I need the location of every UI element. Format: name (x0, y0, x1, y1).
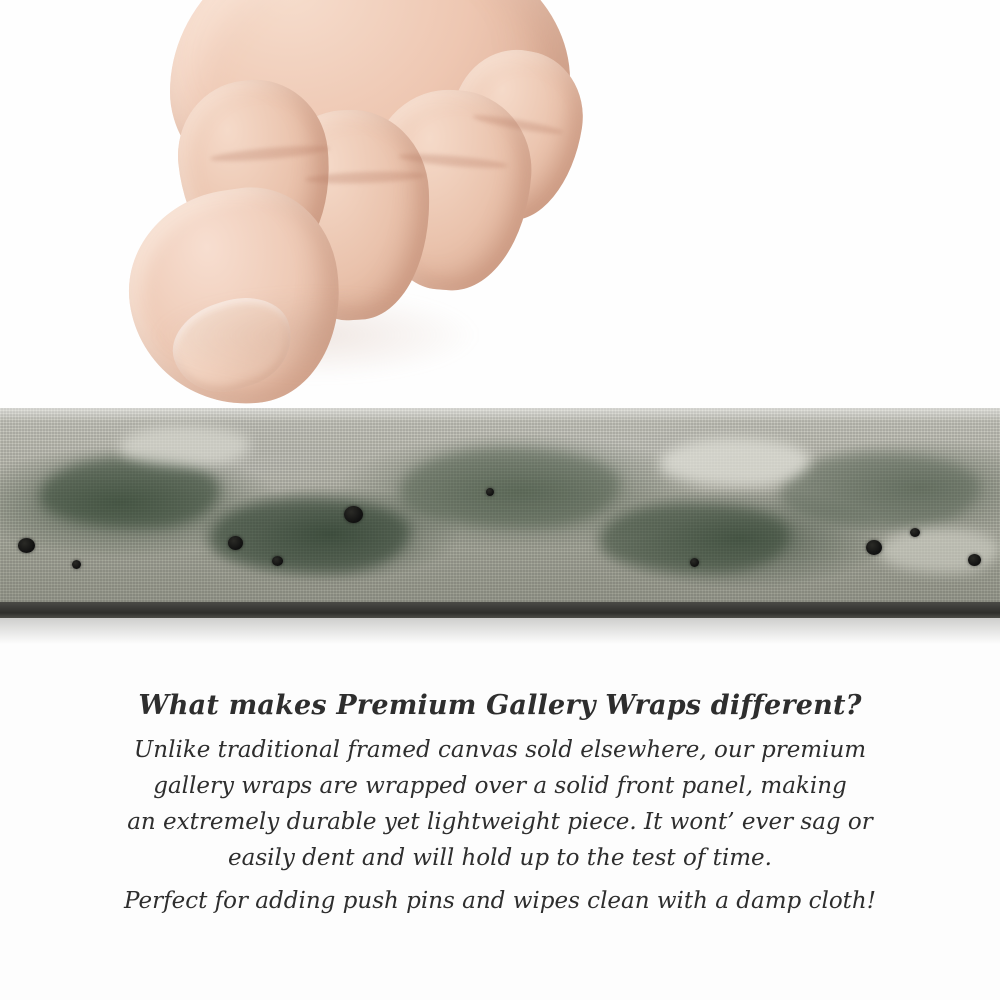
caption-line-1: Unlike traditional framed canvas sold elsewhere, our premium (133, 737, 867, 763)
canvas-top-highlight (0, 408, 1000, 422)
paint-splash (210, 498, 410, 573)
hand-shadow (150, 290, 480, 380)
canvas-speck (72, 560, 81, 569)
paint-highlight (880, 528, 1000, 573)
hand-illustration (120, 0, 590, 408)
canvas-speck (968, 554, 981, 566)
canvas-speck (690, 558, 699, 567)
wrapped-side-edge (0, 602, 1000, 618)
caption-block (0, 690, 1000, 919)
caption-line-2: gallery wraps are wrapped over a solid front panel, making (153, 773, 847, 799)
canvas-speck (344, 506, 363, 523)
canvas-drop-shadow (0, 618, 1000, 644)
canvas-speck (486, 488, 494, 496)
canvas-speck (866, 540, 882, 555)
paint-highlight (660, 438, 810, 486)
paint-highlight (120, 426, 250, 466)
canvas-speck (272, 556, 283, 566)
canvas-speck (18, 538, 35, 553)
canvas-speck (910, 528, 920, 537)
paint-splash (40, 458, 220, 528)
caption-line-4: easily dent and will hold up to the test of time. (228, 845, 772, 871)
paint-splash (780, 453, 980, 528)
paint-splash (400, 448, 620, 528)
caption-title: What makes Premium Gallery Wraps different? (138, 690, 862, 721)
caption-final-line: Perfect for adding push pins and wipes clean with a damp cloth! (124, 888, 876, 914)
caption-line-3: an extremely durable yet lightweight piece. It wont’ ever sag or (127, 809, 873, 835)
canvas-edge-strip (0, 408, 1000, 618)
canvas-speck (228, 536, 243, 550)
hand-photo-area (0, 0, 1000, 408)
